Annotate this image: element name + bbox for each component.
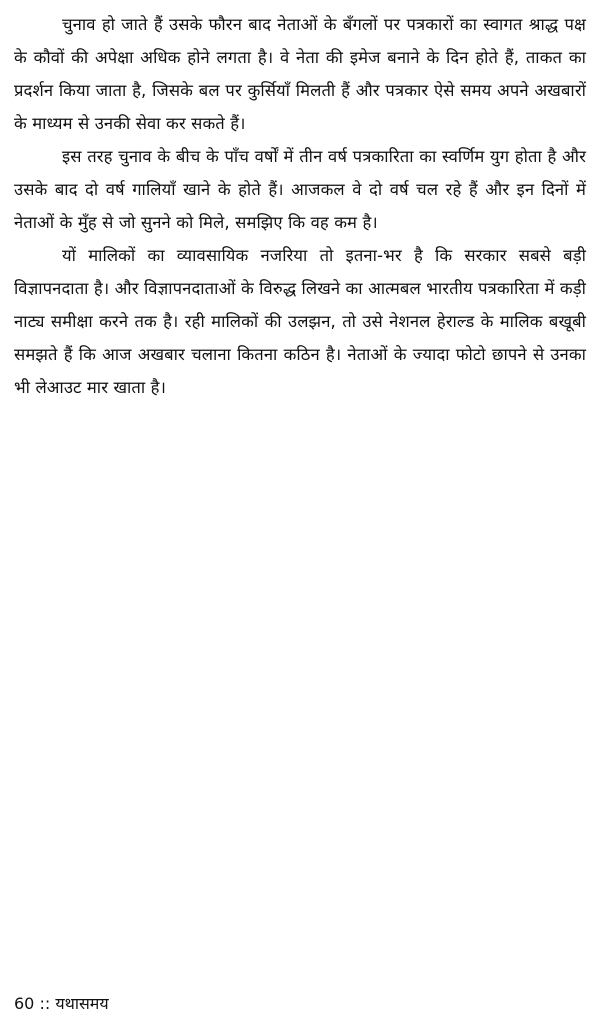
footer-separator: :: xyxy=(39,994,51,1013)
paragraph-2: इस तरह चुनाव के बीच के पाँच वर्षों में तीन वर्ष पत्रकारिता का स्वर्णिम युग होता है और उसके बाद दो वर्ष गालियाँ खाने के होते हैं। आजकल वे दो वर्ष चल रहे हैं और इन दिनों में नेताओं के मुँह से जो सुनने को मिले, समझिए कि वह कम है। xyxy=(14,147,586,232)
paragraph-3: यों मालिकों का व्यावसायिक नजरिया तो इतना-भर है कि सरकार सबसे बड़ी विज्ञापनदाता है। और विज्ञापनदाताओं के विरुद्ध लिखने का आत्मबल भारतीय पत्रकारिता में कड़ी नाट्य समीक्षा करने तक है। रही मालिकों की उलझन, तो उसे नेशनल हेराल्ड के मालिक बखूबी समझते हैं कि आज अखबार चलाना कितना कठिन है। नेताओं के ज्यादा फोटो छापने से उनका भी लेआउट मार खाता है। xyxy=(14,246,586,397)
page-footer xyxy=(14,992,109,1016)
book-title: यथासमय xyxy=(55,994,109,1013)
page-number: 60 xyxy=(14,994,35,1013)
body-text xyxy=(14,8,586,404)
paragraph-1: चुनाव हो जाते हैं उसके फौरन बाद नेताओं के बँगलों पर पत्रकारों का स्वागत श्राद्ध पक्ष के कौवों की अपेक्षा अधिक होने लगता है। वे नेता की इमेज बनाने के दिन होते हैं, ताकत का प्रदर्शन किया जाता है, जिसके बल पर कुर्सियाँ मिलती हैं और पत्रकार ऐसे समय अपने अखबारों के माध्यम से उनकी सेवा कर सकते हैं। xyxy=(14,15,586,133)
